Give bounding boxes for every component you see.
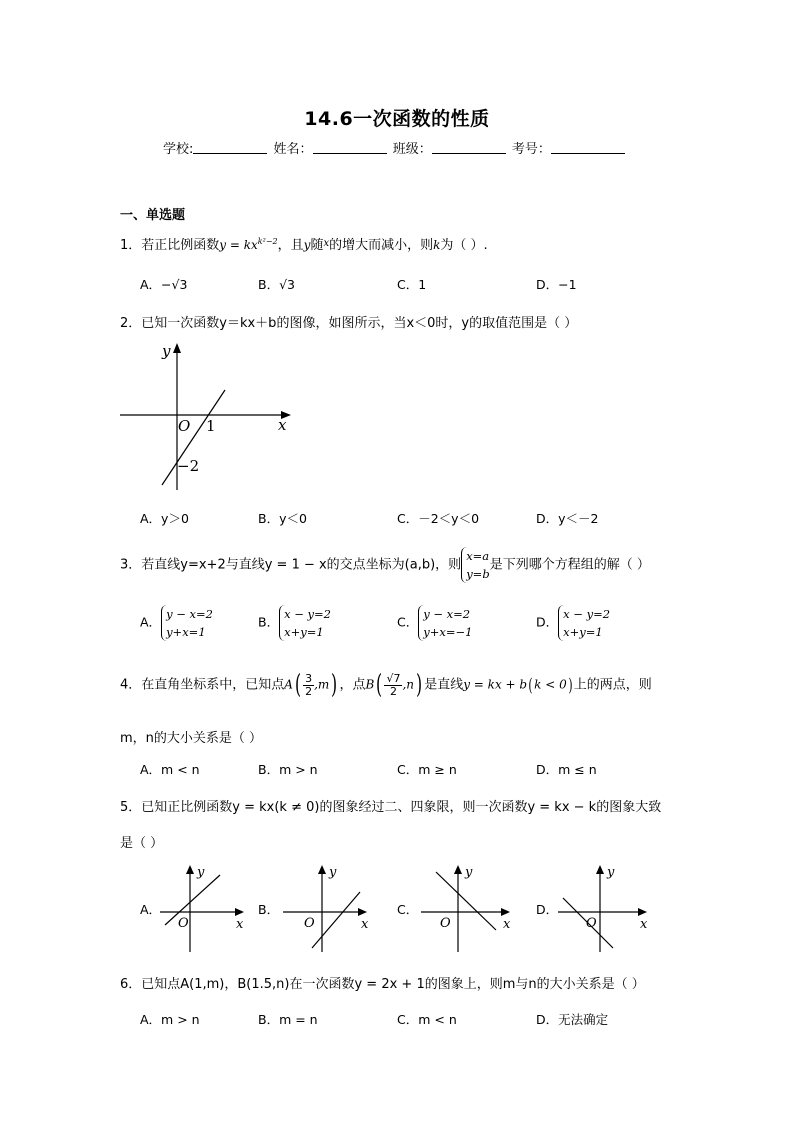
q5-graph-c[interactable] (418, 860, 518, 955)
q2-y-label: y (162, 342, 171, 360)
q4-prefix: 4．在直角坐标系中，已知点 (120, 677, 285, 693)
q5c-x-arrow (501, 908, 510, 916)
q3-option-b[interactable] (258, 605, 331, 641)
q4-a-num: 3 (305, 671, 313, 685)
q5b-x-label: x (361, 917, 369, 932)
q3-a-top: y − x=2 (166, 607, 213, 621)
q5d-x-label: x (640, 917, 648, 932)
q5a-origin: O (178, 916, 189, 931)
q3-option-d-system (558, 605, 610, 641)
q1-prefix: 1．若正比例函数 (120, 238, 220, 253)
q4-b-num: √7 (386, 671, 401, 685)
q3-option-c[interactable] (397, 605, 472, 641)
q4-mid: ，点 (339, 677, 366, 693)
q3-prefix: 3．若直线y=x+2与直线y = 1 − x的交点坐标为(a,b)，则 (120, 557, 462, 573)
q3-option-d[interactable] (536, 605, 610, 641)
q4-a-fraction (303, 673, 314, 698)
q5c-y-label: y (465, 865, 473, 880)
q5b-y-label: y (329, 865, 337, 880)
q3-b-bottom: x+y=1 (284, 625, 324, 639)
q6-option-c[interactable]: C．m < n (397, 1012, 457, 1027)
page-title: 14.6一次函数的性质 (304, 108, 490, 130)
q4-line2: m，n的大小关系是（ ） (120, 731, 263, 746)
q3-a-bottom: y+x=1 (166, 625, 206, 639)
question-6: 6．已知点A(1,m)，B(1.5,n)在一次函数y = 2x + 1的图象上，则m与n的大小关系是（ ） (120, 977, 645, 992)
class-blank[interactable] (432, 141, 506, 154)
q3-tail: 是下列哪个方程组的解（ ） (489, 557, 650, 573)
q3-system (461, 547, 490, 583)
q5-graph-a[interactable] (155, 860, 250, 955)
q3-option-c-label: C． (397, 614, 419, 630)
q6-option-a[interactable]: A．m > n (140, 1012, 200, 1027)
q5-option-c[interactable]: C． (397, 902, 419, 917)
q1-k: k (433, 238, 441, 252)
q6-option-b[interactable]: B．m = n (258, 1012, 318, 1027)
q2-label-neg2: −2 (177, 457, 200, 475)
q4-b-fraction (384, 673, 402, 698)
q3-sys-top: x=a (466, 549, 490, 563)
q3-option-d-label: D． (536, 614, 559, 630)
q4-b-rparen: ) (416, 670, 423, 700)
q5d-y-label: y (607, 865, 615, 880)
q4-cond: k < 0 (534, 677, 567, 692)
exam-no-blank[interactable] (551, 141, 625, 154)
q2-graph (115, 338, 300, 498)
q5d-x-arrow (638, 908, 647, 916)
q1-option-c[interactable]: C．1 (397, 277, 427, 292)
q1-tail: 为（ ）. (440, 238, 488, 253)
q4-point-b: B (365, 677, 375, 692)
q1-option-a[interactable]: A．−√3 (140, 277, 188, 292)
q2-label-1: 1 (206, 417, 216, 435)
q3-b-top: x − y=2 (284, 607, 331, 621)
q4-b-lparen: ( (376, 670, 383, 700)
q5-line1: 5．已知正比例函数y = kx(k ≠ 0)的图象经过二、四象限，则一次函数y = kx − k的图象大致 (120, 800, 662, 815)
q4-tail1: 是直线 (424, 677, 464, 693)
school-blank[interactable] (193, 141, 267, 154)
q5-graph-b[interactable] (280, 860, 375, 955)
name-label: 姓名： (273, 142, 313, 157)
q1-option-b[interactable]: B．√3 (258, 277, 295, 292)
q5-option-b[interactable]: B． (258, 902, 280, 917)
q2-x-label: x (278, 416, 287, 434)
q4-point-a: A (284, 677, 293, 692)
q3-option-a-system (161, 605, 213, 641)
q5b-x-arrow (358, 908, 367, 916)
q5-graph-d[interactable] (555, 860, 655, 955)
q5b-y-arrow (318, 865, 326, 874)
q3-option-b-system (279, 605, 331, 641)
q3-d-top: x − y=2 (563, 607, 611, 621)
q4-b-n: ,n (402, 677, 415, 692)
q4-option-a[interactable]: A．m < n (140, 762, 200, 777)
q4-a-rparen: ) (331, 670, 338, 700)
q3-option-a[interactable] (140, 605, 213, 641)
q5a-y-label: y (197, 865, 205, 880)
q5d-origin: O (586, 916, 597, 931)
q4-cond-rparen: ) (568, 674, 573, 696)
q4-cond-lparen: ( (528, 674, 533, 696)
q5-option-a[interactable]: A． (140, 902, 162, 917)
q2-option-d[interactable]: D．y＜－2 (536, 511, 599, 526)
student-info-line (163, 138, 627, 157)
q2-option-b[interactable]: B．y＜0 (258, 511, 307, 526)
q4-a-m: ,m (314, 677, 330, 692)
q4-tail2: 上的两点，则 (573, 677, 652, 693)
q1-mid2: 随 (310, 238, 324, 253)
q5-line2: 是（ ） (120, 836, 164, 851)
q4-option-c[interactable]: C．m ≥ n (397, 762, 457, 777)
q4-option-b[interactable]: B．m > n (258, 762, 318, 777)
q2-option-c[interactable]: C．－2＜y＜0 (397, 511, 480, 526)
q4-option-d[interactable]: D．m ≤ n (536, 762, 597, 777)
question-3 (120, 547, 650, 583)
name-blank[interactable] (313, 141, 387, 154)
q3-option-a-label: A． (140, 614, 162, 630)
q1-mid3: 的增大而减小，则 (329, 238, 434, 253)
exam-no-label: 考号： (511, 142, 551, 157)
q2-option-a[interactable]: A．y＞0 (140, 511, 189, 526)
q5b-origin: O (304, 916, 315, 931)
school-label: 学校: (163, 142, 194, 157)
q1-option-d[interactable]: D．−1 (536, 277, 577, 292)
question-2: 2．已知一次函数y＝kx＋b的图像，如图所示，当x＜0时，y的取值范围是（ ） (120, 316, 578, 331)
q4-a-den: 2 (305, 684, 313, 698)
q3-option-b-label: B． (258, 614, 280, 630)
q4-line: y = kx + b (463, 677, 528, 692)
q5d-y-arrow (596, 865, 604, 874)
q3-sys-bottom: y=b (466, 567, 490, 581)
q1-mid1: ，且 (277, 238, 304, 253)
q5c-x-label: x (503, 917, 511, 932)
q3-c-top: y − x=2 (423, 607, 471, 621)
class-label: 班级： (392, 142, 432, 157)
q6-option-d[interactable]: D．无法确定 (536, 1012, 609, 1027)
q3-d-bottom: x+y=1 (563, 625, 603, 639)
question-1 (120, 234, 488, 253)
question-4 (120, 670, 652, 700)
q1-formula: $y = kx^{k^2-2}$ (219, 237, 278, 252)
q1-y: y (303, 238, 311, 252)
q5-option-d[interactable]: D． (536, 902, 559, 917)
q5a-x-label: x (236, 917, 244, 932)
q4-a-lparen: ( (294, 670, 302, 700)
section-heading: 一、单选题 (120, 208, 186, 223)
q5a-y-arrow (186, 865, 194, 874)
q3-c-bottom: y+x=−1 (423, 625, 473, 639)
q4-b-den: 2 (389, 684, 397, 698)
q5a-x-arrow (235, 908, 244, 916)
q3-option-c-system (418, 605, 472, 641)
q2-origin-label: O (178, 417, 191, 435)
q2-y-arrow (173, 343, 181, 353)
q5c-y-arrow (454, 865, 462, 874)
q5b-line (312, 892, 360, 948)
q1-x: x (323, 238, 330, 249)
q5a-line (165, 875, 220, 925)
q5c-origin: O (440, 916, 451, 931)
